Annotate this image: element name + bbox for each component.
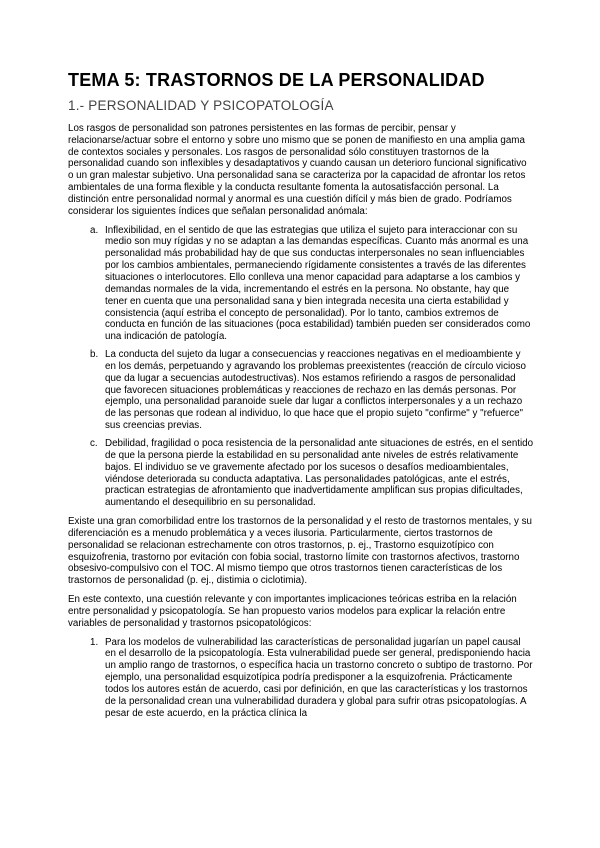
- numbered-list: [68, 637, 534, 720]
- section-heading: 1.- PERSONALIDAD Y PSICOPATOLOGÍA: [68, 97, 334, 113]
- lettered-list: [68, 225, 534, 509]
- paragraph-comorbidity: Existe una gran comorbilidad entre los trastornos de la personalidad y el resto de trastornos mentales, y su diferenciación es a menudo problemática y a veces ilusoria. Particularmente, ciertos trastornos de personalidad se relacionan estrechamente con otros trastornos, p. ej., Trastorno esquizotípico con esquizofrenia, trastorno por evitación con fobia social, trastorno límite con trastornos afectivos, trastorno obsesivo-compulsivo con el TOC. Al mismo tiempo que otros trastornos tienen características de los trastornos de personalidad (p. ej., distimia o ciclotimia).: [68, 516, 532, 587]
- list-marker: c.: [90, 437, 98, 449]
- list-item-text: Inflexibilidad, en el sentido de que las estrategias que utiliza el sujeto para interaccionar con su medio son muy rígidas y no se adaptan a las demandas específicas. Cuanto más anormal es una personalidad más probabilidad hay de que sus conductas interpersonales no sean influenciables por los cambios ambientales, permaneciendo rígidamente consistentes a través de las diferentes situaciones o interlocutores. Ello conlleva una menor capacidad para adaptarse a los cambios y demandas normales de la vida, incrementando el estrés en la persona. No obstante, hay que tener en cuenta que una personalidad sana y bien integrada necesita una cierta estabilidad y consistencia (aquí estriba el concepto de personalidad). Por lo tanto, cambios extremos de conducta en función de las situaciones (poca estabilidad) también pueden ser considerados como una indicación de patología.: [105, 224, 531, 343]
- document-title: TEMA 5: TRASTORNOS DE LA PERSONALIDAD: [68, 70, 485, 90]
- list-item-text: Para los modelos de vulnerabilidad las características de personalidad jugarían un papel causal en el desarrollo de la psicopatología. Esta vulnerabilidad puede ser general, predisponiendo hacia un amplio rango de trastornos, o específica hacia un trastorno concreto o subtipo de trastorno. Por ejemplo, una personalidad esquizotípica podría predisponer a la esquizofrenia. Prácticamente todos los autores están de acuerdo, casi por definición, en que las características y los trastornos de la personalidad crean una vulnerabilidad duradera y global para sufrir otras psicopatologías. A pesar de este acuerdo, en la práctica clínica la: [105, 636, 533, 719]
- list-marker: a.: [90, 224, 99, 236]
- paragraph-context: En este contexto, una cuestión relevante y con importantes implicaciones teóricas estriba en la relación entre personalidad y psicopatología. Se han propuesto varios modelos para explicar la relación entre variables de personalidad y trastornos psicopatológicos:: [68, 594, 517, 629]
- list-item: [68, 438, 534, 509]
- list-marker: b.: [90, 349, 99, 361]
- list-marker: 1.: [90, 636, 99, 648]
- list-item: [68, 225, 534, 343]
- paragraph-intro: Los rasgos de personalidad son patrones persistentes en las formas de percibir, pensar y relacionarse/actuar sobre el entorno y sobre uno mismo que se ponen de manifiesto en una amplia gama de contextos sociales y personales. Los rasgos de personalidad sólo constituyen trastornos de la personalidad cuando son inflexibles y desadaptativos y cuando causan un deterioro funcional significativo o un gran malestar subjetivo. Una personalidad sana se caracteriza por la capacidad de afrontar los retos ambientales de una forma flexible y la conducta resultante fomenta la autosatisfacción personal. La distinción entre personalidad normal y anormal es una cuestión difícil y más bien de grado. Podríamos considerar los siguientes índices que señalan personalidad anómala:: [68, 122, 527, 217]
- list-item-text: Debilidad, fragilidad o poca resistencia de la personalidad ante situaciones de estrés, en el sentido de que la persona pierde la estabilidad en su personalidad ante niveles de estrés relativamente bajos. El individuo se ve gravemente afectado por los sucesos o desafíos medioambientales, viéndose deteriorada su conducta adaptativa. Las personalidades patológicas, ante el estrés, practican estrategias de afrontamiento que inadvertidamente amplifican sus propias dificultades, aumentando el desequilibrio en su personalidad.: [105, 437, 534, 509]
- list-item-text: La conducta del sujeto da lugar a consecuencias y reacciones negativas en el medioambiente y en los demás, perpetuando y agravando los problemas preexistentes (reacción de círculo vicioso que da lugar a secuencias autodestructivas). Nos estamos refiriendo a rasgos de personalidad que favorecen situaciones problemáticas y reacciones de rechazo en las demás personas. Por ejemplo, una personalidad paranoide suele dar lugar a conflictos interpersonales y a un rechazo de las personas que rodean al individuo, lo que hace que el propio sujeto "confirme" y "refuerce" sus creencias previas.: [105, 349, 526, 432]
- list-item: [68, 637, 534, 720]
- list-item: [68, 349, 534, 432]
